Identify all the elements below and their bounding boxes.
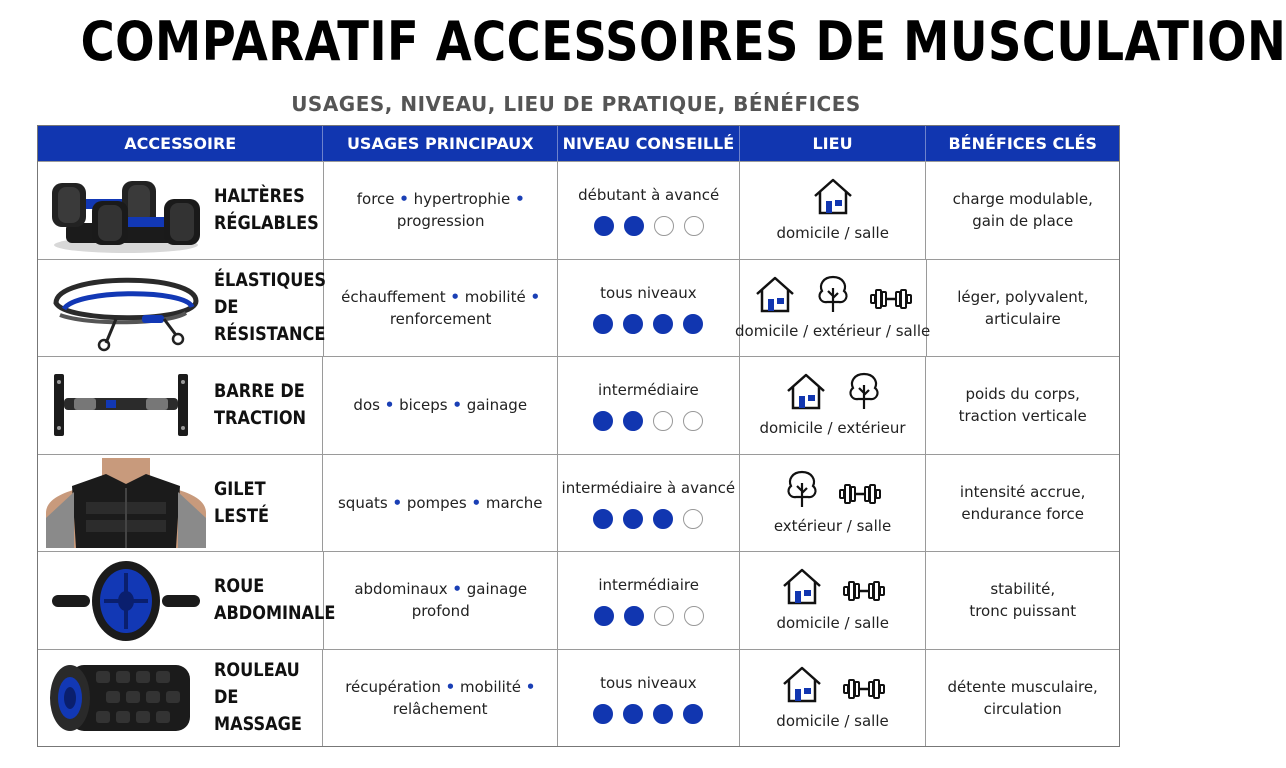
location-text: extérieur / salle [773, 516, 892, 535]
level-text: tous niveaux [600, 283, 697, 302]
location-icons [753, 274, 913, 314]
level-rating [593, 509, 703, 529]
level-text: débutant à avancé [578, 186, 720, 205]
level-dot-empty [653, 411, 673, 431]
column-header-niveau: NIVEAU CONSEILLÉ [558, 126, 740, 161]
usage-cell [324, 162, 558, 259]
benefits-cell [926, 455, 1119, 552]
level-cell [558, 162, 740, 259]
level-dot-filled [623, 411, 643, 431]
benefits-text: stabilité, tronc puissant [969, 580, 1077, 621]
level-dot-filled [593, 314, 613, 334]
location-cell [740, 455, 927, 552]
usage-cell [323, 455, 558, 552]
accessory-cell [38, 260, 324, 357]
usage-cell [324, 552, 558, 649]
level-dot-empty [683, 411, 703, 431]
level-dot-filled [593, 704, 613, 724]
table-row [38, 161, 1119, 259]
ab-wheel-image [46, 555, 206, 645]
level-rating [594, 216, 704, 236]
bullet-separator: • [525, 677, 536, 696]
location-cell [740, 552, 927, 649]
house-icon [784, 371, 828, 411]
location-text: domicile / salle [776, 614, 889, 633]
usage-text: dos • biceps • gainage [353, 396, 528, 415]
usage-text: récupération • mobilité • relâchement [345, 677, 536, 718]
level-cell [558, 357, 740, 454]
level-rating [593, 411, 703, 431]
usage-text: squats • pompes • marche [337, 493, 543, 512]
location-icons [811, 176, 855, 216]
accessory-cell [38, 552, 336, 649]
level-text: intermédiaire [598, 576, 699, 595]
accessory-name: BARRE DE TRACTION [214, 380, 307, 430]
table-row [38, 454, 1119, 552]
location-cell [740, 357, 927, 454]
benefits-text: intensité accrue, endurance force [959, 482, 1086, 523]
bullet-separator: • [399, 190, 409, 209]
bullet-separator: • [450, 287, 460, 306]
location-cell [740, 162, 927, 259]
location-icons [784, 469, 882, 509]
accessory-cell [38, 162, 324, 259]
usage-text: force • hypertrophie • progression [356, 190, 525, 231]
level-dot-filled [593, 509, 613, 529]
location-text: domicile / salle [776, 224, 889, 243]
benefits-cell [926, 357, 1119, 454]
level-dot-empty [684, 606, 704, 626]
location-text: domicile / salle [776, 711, 889, 730]
level-dot-empty [684, 216, 704, 236]
table-header [38, 126, 1119, 161]
pull-up-bar-image [46, 360, 206, 450]
tree-icon [784, 469, 820, 509]
tree-icon [815, 274, 851, 314]
location-cell [740, 650, 927, 747]
benefits-cell [926, 162, 1119, 259]
dumbbell-icon [838, 479, 882, 509]
resistance-bands-image [46, 263, 206, 353]
usage-cell [324, 260, 558, 357]
table-row [38, 356, 1119, 454]
accessory-cell [38, 455, 323, 552]
house-icon [811, 176, 855, 216]
level-dot-filled [594, 606, 614, 626]
accessory-name: ROUE ABDOMINALE [214, 575, 336, 625]
column-header-accessoire: ACCESSOIRE [38, 126, 323, 161]
level-dot-empty [654, 606, 674, 626]
level-cell [558, 552, 740, 649]
level-dot-filled [593, 411, 613, 431]
level-dot-filled [653, 704, 673, 724]
column-header-usages: USAGES PRINCIPAUX [323, 126, 558, 161]
bullet-separator: • [530, 287, 541, 306]
level-dot-filled [623, 314, 643, 334]
bullet-separator: • [471, 493, 482, 512]
benefits-text: léger, polyvalent, articulaire [957, 287, 1089, 328]
column-header-lieu: LIEU [740, 126, 927, 161]
level-text: intermédiaire [598, 381, 699, 400]
bullet-separator: • [515, 190, 525, 209]
location-icons [784, 371, 882, 411]
usage-text: échauffement • mobilité • renforcement [341, 287, 541, 328]
table-row [38, 551, 1119, 649]
level-dot-filled [594, 216, 614, 236]
benefits-cell [927, 260, 1119, 357]
location-icons [780, 664, 886, 704]
level-cell [558, 260, 739, 357]
accessory-cell [38, 650, 323, 747]
level-text: intermédiaire à avancé [561, 478, 736, 497]
accessory-name: GILET LESTÉ [214, 477, 270, 527]
level-dot-filled [623, 509, 643, 529]
table-row [38, 649, 1119, 747]
level-text: tous niveaux [600, 673, 697, 692]
dumbbell-icon [842, 576, 886, 606]
level-rating [593, 704, 703, 724]
comparison-table [37, 125, 1120, 747]
usage-text: abdominaux • gainage profond [354, 580, 528, 621]
house-icon [753, 274, 797, 314]
dumbbell-icon [869, 284, 913, 314]
column-header-benefices: BÉNÉFICES CLÉS [948, 134, 1097, 153]
adjustable-dumbbells-image [46, 165, 206, 255]
level-dot-filled [624, 606, 644, 626]
level-rating [593, 314, 703, 334]
level-cell [558, 650, 740, 747]
bullet-separator: • [452, 396, 462, 415]
dumbbell-icon [842, 674, 886, 704]
house-icon [780, 566, 824, 606]
bullet-separator: • [384, 396, 395, 415]
tree-icon [846, 371, 882, 411]
bullet-separator: • [445, 677, 456, 696]
benefits-text: poids du corps, traction verticale [958, 385, 1087, 426]
location-text: domicile / extérieur / salle [735, 321, 931, 340]
level-dot-filled [683, 704, 703, 724]
benefits-cell [926, 650, 1119, 747]
level-dot-filled [683, 314, 703, 334]
level-dot-empty [683, 509, 703, 529]
level-cell [558, 455, 740, 552]
benefits-text: détente musculaire, circulation [947, 677, 1098, 718]
benefits-text: charge modulable, gain de place [952, 190, 1093, 231]
weighted-vest-image [46, 458, 206, 548]
location-cell [735, 260, 931, 357]
benefits-cell [926, 552, 1119, 649]
location-icons [780, 566, 886, 606]
level-rating [594, 606, 704, 626]
accessory-name: HALTÈRES RÉGLABLES [214, 185, 319, 235]
location-text: domicile / extérieur [759, 419, 906, 438]
page-title: COMPARATIF ACCESSOIRES DE MUSCULATION [80, 10, 1286, 73]
table-row [38, 259, 1119, 357]
accessory-name: ÉLASTIQUES DE RÉSISTANCE [214, 269, 326, 346]
foam-roller-image [46, 653, 206, 743]
usage-cell [323, 650, 558, 747]
level-dot-filled [623, 704, 643, 724]
bullet-separator: • [452, 580, 462, 599]
level-dot-empty [654, 216, 674, 236]
bullet-separator: • [392, 493, 403, 512]
page-subtitle: USAGES, NIVEAU, LIEU DE PRATIQUE, BÉNÉFICES [291, 92, 861, 116]
usage-cell [323, 357, 558, 454]
level-dot-filled [653, 509, 673, 529]
level-dot-filled [653, 314, 673, 334]
accessory-name: ROULEAU DE MASSAGE [214, 659, 302, 736]
house-icon [780, 664, 824, 704]
accessory-cell [38, 357, 323, 454]
level-dot-filled [624, 216, 644, 236]
